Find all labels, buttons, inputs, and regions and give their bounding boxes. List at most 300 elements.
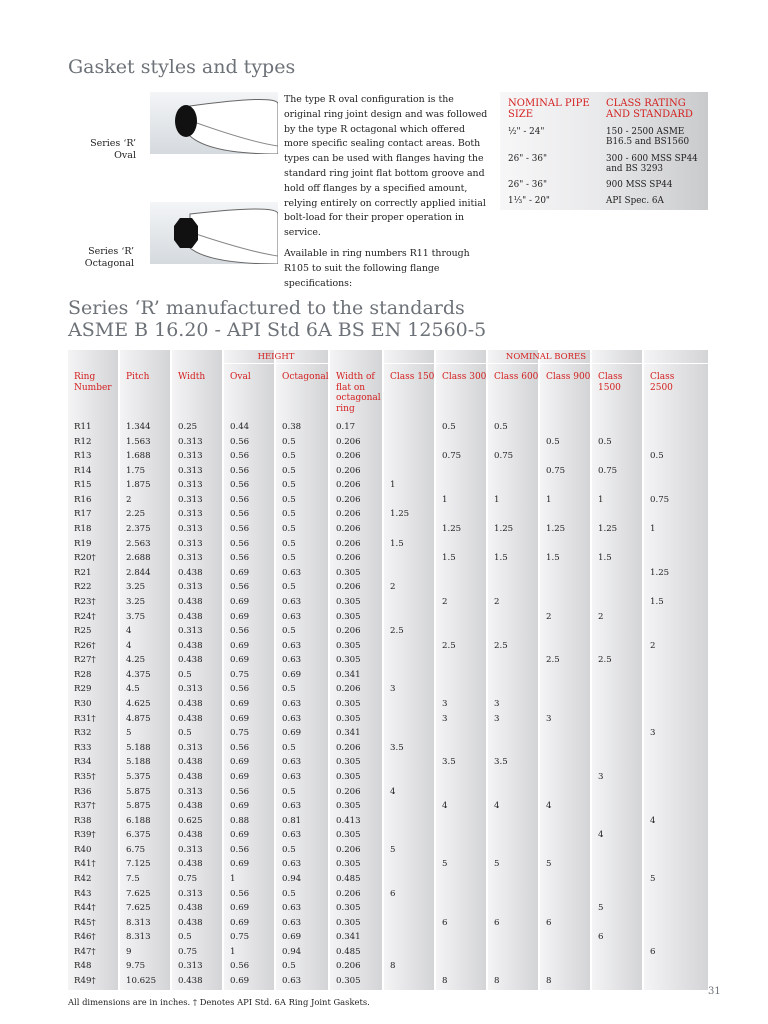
- table-cell: 0.305: [336, 917, 361, 928]
- table-cell: 3.25: [126, 596, 146, 607]
- gasket-type-label: Octagonal: [84, 258, 134, 269]
- table-cell: 0.5: [650, 451, 664, 462]
- table-cell: 5.875: [126, 786, 151, 797]
- table-cell: 0.75: [442, 451, 462, 462]
- table-cell: 1.5: [442, 553, 456, 564]
- spec-standard: 300 - 600 MSS SP44 and BS 3293: [606, 154, 698, 174]
- table-cell: 0.69: [230, 655, 250, 666]
- table-cell: 4.375: [126, 669, 151, 680]
- table-cell: 3: [442, 699, 448, 710]
- table-cell: 3: [494, 699, 500, 710]
- table-cell: 0.63: [282, 640, 302, 651]
- column-header: Class 2500: [650, 372, 675, 393]
- table-cell: 1.25: [650, 567, 670, 578]
- table-cell: 0.206: [336, 538, 361, 549]
- table-cell: 0.63: [282, 771, 302, 782]
- gasket-label-octagonal: [54, 246, 134, 270]
- table-cell: 2: [598, 611, 604, 622]
- table-cell: 3: [650, 728, 656, 739]
- table-cell: 0.438: [178, 771, 203, 782]
- table-cell: 0.5: [282, 786, 296, 797]
- table-cell: 0.313: [178, 538, 203, 549]
- table-cell: 0.69: [230, 859, 250, 870]
- ring-number-cell: R21: [74, 567, 92, 578]
- column-header: Oval: [230, 372, 251, 382]
- table-cell: 0.63: [282, 596, 302, 607]
- table-cell: 0.75: [546, 465, 566, 476]
- table-cell: 0.5: [282, 465, 296, 476]
- table-cell: 3: [390, 684, 396, 695]
- table-cell: 0.485: [336, 946, 361, 957]
- spec-standard: API Spec. 6A: [606, 196, 664, 206]
- table-cell: 0.438: [178, 640, 203, 651]
- table-cell: 2: [650, 640, 656, 651]
- table-cell: 0.5: [442, 422, 456, 432]
- table-cell: 0.63: [282, 567, 302, 578]
- table-cell: 3: [546, 713, 552, 724]
- table-cell: 3.5: [494, 757, 508, 768]
- spec-size: 26" - 36": [508, 154, 548, 164]
- table-cell: 2: [126, 494, 132, 505]
- ring-number-cell: R20†: [74, 553, 96, 564]
- ring-number-cell: R11: [74, 422, 92, 432]
- table-cell: 0.63: [282, 830, 302, 841]
- section-heading-line: ASME B 16.20 - API Std 6A BS EN 12560-5: [68, 319, 487, 341]
- table-cell: 0.69: [230, 830, 250, 841]
- table-cell: 1.5: [494, 553, 508, 564]
- table-cell: 4: [442, 801, 448, 812]
- table-cell: 0.5: [282, 538, 296, 549]
- page-title: Gasket styles and types: [68, 56, 296, 78]
- column-header: Octagonal: [282, 372, 329, 382]
- table-cell: 1.25: [442, 524, 462, 535]
- table-cell: 0.63: [282, 903, 302, 914]
- table-cell: 0.305: [336, 859, 361, 870]
- table-cell: 1.5: [390, 538, 404, 549]
- table-cell: 0.313: [178, 436, 203, 447]
- table-cell: 1.875: [126, 480, 151, 491]
- column-header: Width of flat on octagonal ring: [336, 372, 381, 414]
- ring-number-cell: R37†: [74, 801, 96, 812]
- table-cell: 4: [546, 801, 552, 812]
- ring-number-cell: R36: [74, 786, 92, 797]
- table-cell: 0.69: [230, 801, 250, 812]
- table-cell: 5: [390, 844, 396, 855]
- table-cell: 2: [494, 596, 500, 607]
- table-cell: 0.5: [178, 669, 192, 680]
- table-cell: 4: [494, 801, 500, 812]
- table-cell: 0.75: [650, 494, 670, 505]
- octagonal-ring-gasket-icon: [150, 202, 278, 264]
- table-cell: 0.305: [336, 830, 361, 841]
- description-paragraph: The type R oval configuration is the original ring joint design and was followed by the type R octagonal which offered more specific sealing contact areas. Both types can be used with flanges having the standard ring joint flat bottom groove and hold off flanges by a specified amount, relying entirely on correctly applied initial bolt-load for their proper operation in service.: [284, 94, 488, 239]
- ring-number-cell: R24†: [74, 611, 96, 622]
- table-cell: 0.69: [282, 728, 302, 739]
- table-cell: 0.5: [282, 582, 296, 593]
- table-cell: 5: [598, 903, 604, 914]
- table-cell: 6.188: [126, 815, 151, 826]
- table-cell: 0.56: [230, 844, 250, 855]
- table-cell: 0.313: [178, 524, 203, 535]
- table-cell: 0.5: [282, 888, 296, 899]
- table-cell: 0.438: [178, 757, 203, 768]
- ring-number-cell: R25: [74, 626, 92, 637]
- ring-number-cell: R14: [74, 465, 92, 476]
- spec-size: ½" - 24": [508, 127, 545, 137]
- column-header: Class 1500: [598, 372, 623, 393]
- table-cell: 0.313: [178, 451, 203, 462]
- table-cell: 5.375: [126, 771, 151, 782]
- column-header: Pitch: [126, 372, 150, 382]
- table-cell: 8: [494, 976, 500, 987]
- table-cell: 0.94: [282, 873, 302, 884]
- table-cell: 0.63: [282, 801, 302, 812]
- table-cell: 0.206: [336, 626, 361, 637]
- table-cell: 3.25: [126, 582, 146, 593]
- column-header: Width: [178, 372, 206, 382]
- table-cell: 0.313: [178, 509, 203, 520]
- table-cell: 2.5: [390, 626, 404, 637]
- table-cell: 0.305: [336, 567, 361, 578]
- table-cell: 1: [390, 480, 396, 491]
- group-divider: [224, 363, 328, 364]
- table-cell: 0.438: [178, 611, 203, 622]
- table-cell: 0.438: [178, 567, 203, 578]
- table-cell: 7.125: [126, 859, 151, 870]
- table-cell: 2: [390, 582, 396, 593]
- table-cell: 0.341: [336, 728, 361, 739]
- table-cell: 0.206: [336, 961, 361, 972]
- ring-number-cell: R43: [74, 888, 92, 899]
- table-cell: 0.63: [282, 713, 302, 724]
- table-cell: 1.563: [126, 436, 151, 447]
- description-paragraph: Available in ring numbers R11 through R105 to suit the following flange specifications:: [284, 247, 470, 289]
- table-cell: 0.313: [178, 582, 203, 593]
- table-cell: 8: [390, 961, 396, 972]
- table-cell: 0.69: [230, 699, 250, 710]
- table-cell: 5: [126, 728, 132, 739]
- table-cell: 0.5: [282, 494, 296, 505]
- table-cell: 6: [390, 888, 396, 899]
- table-cell: 3: [442, 713, 448, 724]
- table-cell: 0.305: [336, 757, 361, 768]
- group-header-nominal-bores: NOMINAL BORES: [505, 352, 587, 362]
- flange-spec-table: [500, 92, 708, 210]
- table-cell: 7.625: [126, 903, 151, 914]
- table-cell: 5.875: [126, 801, 151, 812]
- table-cell: 7.5: [126, 873, 140, 884]
- ring-number-cell: R18: [74, 524, 92, 535]
- table-cell: 0.313: [178, 480, 203, 491]
- ring-number-cell: R46†: [74, 932, 96, 943]
- table-cell: 0.56: [230, 684, 250, 695]
- ring-number-cell: R30: [74, 699, 92, 710]
- table-cell: 0.69: [230, 771, 250, 782]
- table-cell: 0.69: [282, 932, 302, 943]
- table-cell: 0.305: [336, 976, 361, 987]
- table-cell: 0.88: [230, 815, 250, 826]
- table-cell: 3: [598, 771, 604, 782]
- gasket-series-label: Series ‘R’: [90, 138, 136, 149]
- table-cell: 0.69: [230, 567, 250, 578]
- table-cell: 0.5: [178, 728, 192, 739]
- spec-standard: 900 MSS SP44: [606, 180, 673, 190]
- ring-number-cell: R40: [74, 844, 92, 855]
- table-cell: 0.75: [178, 946, 198, 957]
- table-cell: 4: [126, 626, 132, 637]
- ring-number-cell: R15: [74, 480, 92, 491]
- table-cell: 0.63: [282, 699, 302, 710]
- table-cell: 0.438: [178, 699, 203, 710]
- table-cell: 0.206: [336, 786, 361, 797]
- table-cell: 0.438: [178, 917, 203, 928]
- table-cell: 5: [650, 873, 656, 884]
- table-cell: 0.63: [282, 859, 302, 870]
- table-cell: 6: [442, 917, 448, 928]
- ring-number-cell: R31†: [74, 713, 96, 724]
- table-cell: 0.305: [336, 655, 361, 666]
- table-cell: 0.56: [230, 436, 250, 447]
- table-cell: 0.305: [336, 903, 361, 914]
- column-header: Class 900: [546, 372, 591, 382]
- table-cell: 0.305: [336, 699, 361, 710]
- table-cell: 1.25: [390, 509, 410, 520]
- table-column-band: [436, 350, 486, 990]
- table-cell: 0.69: [230, 976, 250, 987]
- table-cell: 4.5: [126, 684, 140, 695]
- table-cell: 1.25: [494, 524, 514, 535]
- table-cell: 0.313: [178, 553, 203, 564]
- table-cell: 0.56: [230, 786, 250, 797]
- table-cell: 0.63: [282, 611, 302, 622]
- table-cell: 2.375: [126, 524, 151, 535]
- table-cell: 6: [546, 917, 552, 928]
- table-cell: 0.206: [336, 742, 361, 753]
- table-cell: 5: [546, 859, 552, 870]
- ring-dimensions-table: [68, 350, 708, 990]
- table-cell: 0.206: [336, 509, 361, 520]
- table-cell: 0.56: [230, 626, 250, 637]
- table-cell: 6: [598, 932, 604, 943]
- table-cell: 0.438: [178, 801, 203, 812]
- table-cell: 0.305: [336, 713, 361, 724]
- table-cell: 1.25: [546, 524, 566, 535]
- table-cell: 0.75: [230, 669, 250, 680]
- table-cell: 0.75: [494, 451, 514, 462]
- table-cell: 0.206: [336, 684, 361, 695]
- table-cell: 0.206: [336, 524, 361, 535]
- table-cell: 0.5: [282, 961, 296, 972]
- footnote: All dimensions are in inches. † Denotes API Std. 6A Ring Joint Gaskets.: [68, 997, 370, 1007]
- column-header: Class 150: [390, 372, 435, 382]
- table-cell: 8.313: [126, 932, 151, 943]
- page-number: 31: [708, 986, 721, 997]
- table-cell: 5.188: [126, 757, 151, 768]
- table-cell: 10.625: [126, 976, 157, 987]
- table-cell: 1: [650, 524, 656, 535]
- table-cell: 0.75: [230, 728, 250, 739]
- table-cell: 0.56: [230, 451, 250, 462]
- section-heading: [68, 297, 708, 341]
- table-cell: 4.25: [126, 655, 146, 666]
- table-cell: 0.206: [336, 888, 361, 899]
- ring-number-cell: R28: [74, 669, 92, 680]
- table-cell: 0.438: [178, 903, 203, 914]
- table-cell: 0.206: [336, 465, 361, 476]
- ring-number-cell: R12: [74, 436, 92, 447]
- table-cell: 0.75: [598, 465, 618, 476]
- table-cell: 2.25: [126, 509, 146, 520]
- table-cell: 6: [650, 946, 656, 957]
- table-cell: 0.56: [230, 509, 250, 520]
- oval-ring-gasket-icon: [150, 92, 278, 154]
- table-cell: 2: [546, 611, 552, 622]
- table-cell: 0.206: [336, 451, 361, 462]
- table-cell: 1: [494, 494, 500, 505]
- table-cell: 0.38: [282, 422, 302, 432]
- table-cell: 0.341: [336, 669, 361, 680]
- table-cell: 0.56: [230, 494, 250, 505]
- table-cell: 2.5: [598, 655, 612, 666]
- table-cell: 5.188: [126, 742, 151, 753]
- table-cell: 4.625: [126, 699, 151, 710]
- table-cell: 4.875: [126, 713, 151, 724]
- ring-number-cell: R42: [74, 873, 92, 884]
- table-cell: 1: [598, 494, 604, 505]
- table-cell: 0.69: [230, 903, 250, 914]
- ring-number-cell: R35†: [74, 771, 96, 782]
- ring-number-cell: R32: [74, 728, 92, 739]
- table-cell: 5: [442, 859, 448, 870]
- table-cell: 0.206: [336, 553, 361, 564]
- ring-number-cell: R27†: [74, 655, 96, 666]
- table-cell: 8: [546, 976, 552, 987]
- table-cell: 0.5: [282, 451, 296, 462]
- table-cell: 0.5: [282, 626, 296, 637]
- table-cell: 6.375: [126, 830, 151, 841]
- table-cell: 0.63: [282, 976, 302, 987]
- table-cell: 0.313: [178, 786, 203, 797]
- table-cell: 0.313: [178, 844, 203, 855]
- ring-number-cell: R44†: [74, 903, 96, 914]
- ring-number-cell: R16: [74, 494, 92, 505]
- table-cell: 0.5: [282, 509, 296, 520]
- table-cell: 0.438: [178, 596, 203, 607]
- table-cell: 0.5: [282, 524, 296, 535]
- table-cell: 0.313: [178, 494, 203, 505]
- table-cell: 0.625: [178, 815, 203, 826]
- ring-number-cell: R19: [74, 538, 92, 549]
- table-cell: 0.94: [282, 946, 302, 957]
- table-cell: 3.5: [442, 757, 456, 768]
- gasket-series-label: Series ‘R’: [88, 246, 134, 257]
- table-cell: 0.438: [178, 976, 203, 987]
- table-cell: 0.56: [230, 582, 250, 593]
- table-cell: 0.75: [230, 932, 250, 943]
- table-cell: 4: [598, 830, 604, 841]
- table-cell: 1: [442, 494, 448, 505]
- table-cell: 3: [494, 713, 500, 724]
- table-cell: 3.75: [126, 611, 146, 622]
- table-cell: 7.625: [126, 888, 151, 899]
- table-cell: 0.438: [178, 859, 203, 870]
- table-cell: 0.5: [598, 436, 612, 447]
- table-cell: 0.206: [336, 494, 361, 505]
- table-cell: 6: [494, 917, 500, 928]
- ring-number-cell: R13: [74, 451, 92, 462]
- table-cell: 0.63: [282, 655, 302, 666]
- table-cell: 0.438: [178, 713, 203, 724]
- ring-number-cell: R47†: [74, 946, 96, 957]
- table-cell: 2.5: [494, 640, 508, 651]
- table-cell: 0.17: [336, 422, 356, 432]
- table-cell: 1.5: [650, 596, 664, 607]
- ring-number-cell: R22: [74, 582, 92, 593]
- table-cell: 0.313: [178, 888, 203, 899]
- gasket-type-label: Oval: [114, 150, 136, 161]
- table-cell: 2.844: [126, 567, 151, 578]
- table-cell: 0.313: [178, 465, 203, 476]
- table-cell: 0.206: [336, 436, 361, 447]
- table-cell: 9.75: [126, 961, 146, 972]
- table-cell: 0.313: [178, 961, 203, 972]
- table-cell: 0.44: [230, 422, 250, 432]
- table-cell: 6.75: [126, 844, 146, 855]
- table-cell: 0.69: [230, 596, 250, 607]
- table-cell: 0.69: [282, 669, 302, 680]
- table-cell: 0.56: [230, 742, 250, 753]
- ring-number-cell: R23†: [74, 596, 96, 607]
- table-cell: 4: [650, 815, 656, 826]
- spec-header-standard: CLASS RATING AND STANDARD: [606, 98, 693, 120]
- ring-number-cell: R26†: [74, 640, 96, 651]
- table-cell: 0.69: [230, 713, 250, 724]
- table-cell: 1.344: [126, 422, 151, 432]
- table-cell: 2.563: [126, 538, 151, 549]
- table-cell: 0.25: [178, 422, 198, 432]
- table-cell: 1: [230, 946, 236, 957]
- section-heading-line: Series ‘R’ manufactured to the standards: [68, 297, 465, 319]
- table-cell: 0.69: [230, 640, 250, 651]
- ring-number-cell: R45†: [74, 917, 96, 928]
- ring-number-cell: R38: [74, 815, 92, 826]
- spec-header-size: NOMINAL PIPE SIZE: [508, 98, 590, 120]
- table-cell: 0.5: [282, 684, 296, 695]
- gasket-label-oval: [56, 138, 136, 162]
- table-cell: 1: [230, 873, 236, 884]
- table-cell: 0.56: [230, 538, 250, 549]
- table-cell: 0.206: [336, 582, 361, 593]
- table-cell: 0.69: [230, 757, 250, 768]
- table-cell: 0.206: [336, 844, 361, 855]
- table-cell: 0.305: [336, 640, 361, 651]
- table-cell: 0.341: [336, 932, 361, 943]
- table-cell: 0.5: [282, 742, 296, 753]
- spec-size: 26" - 36": [508, 180, 548, 190]
- column-header: Class 600: [494, 372, 539, 382]
- table-cell: 0.5: [282, 844, 296, 855]
- table-cell: 0.413: [336, 815, 361, 826]
- table-cell: 4: [126, 640, 132, 651]
- table-cell: 0.5: [546, 436, 560, 447]
- table-column-band: [488, 350, 538, 990]
- table-cell: 0.305: [336, 801, 361, 812]
- table-cell: 0.5: [282, 480, 296, 491]
- table-cell: 0.313: [178, 626, 203, 637]
- table-cell: 0.56: [230, 480, 250, 491]
- table-cell: 1.5: [546, 553, 560, 564]
- table-cell: 1.5: [598, 553, 612, 564]
